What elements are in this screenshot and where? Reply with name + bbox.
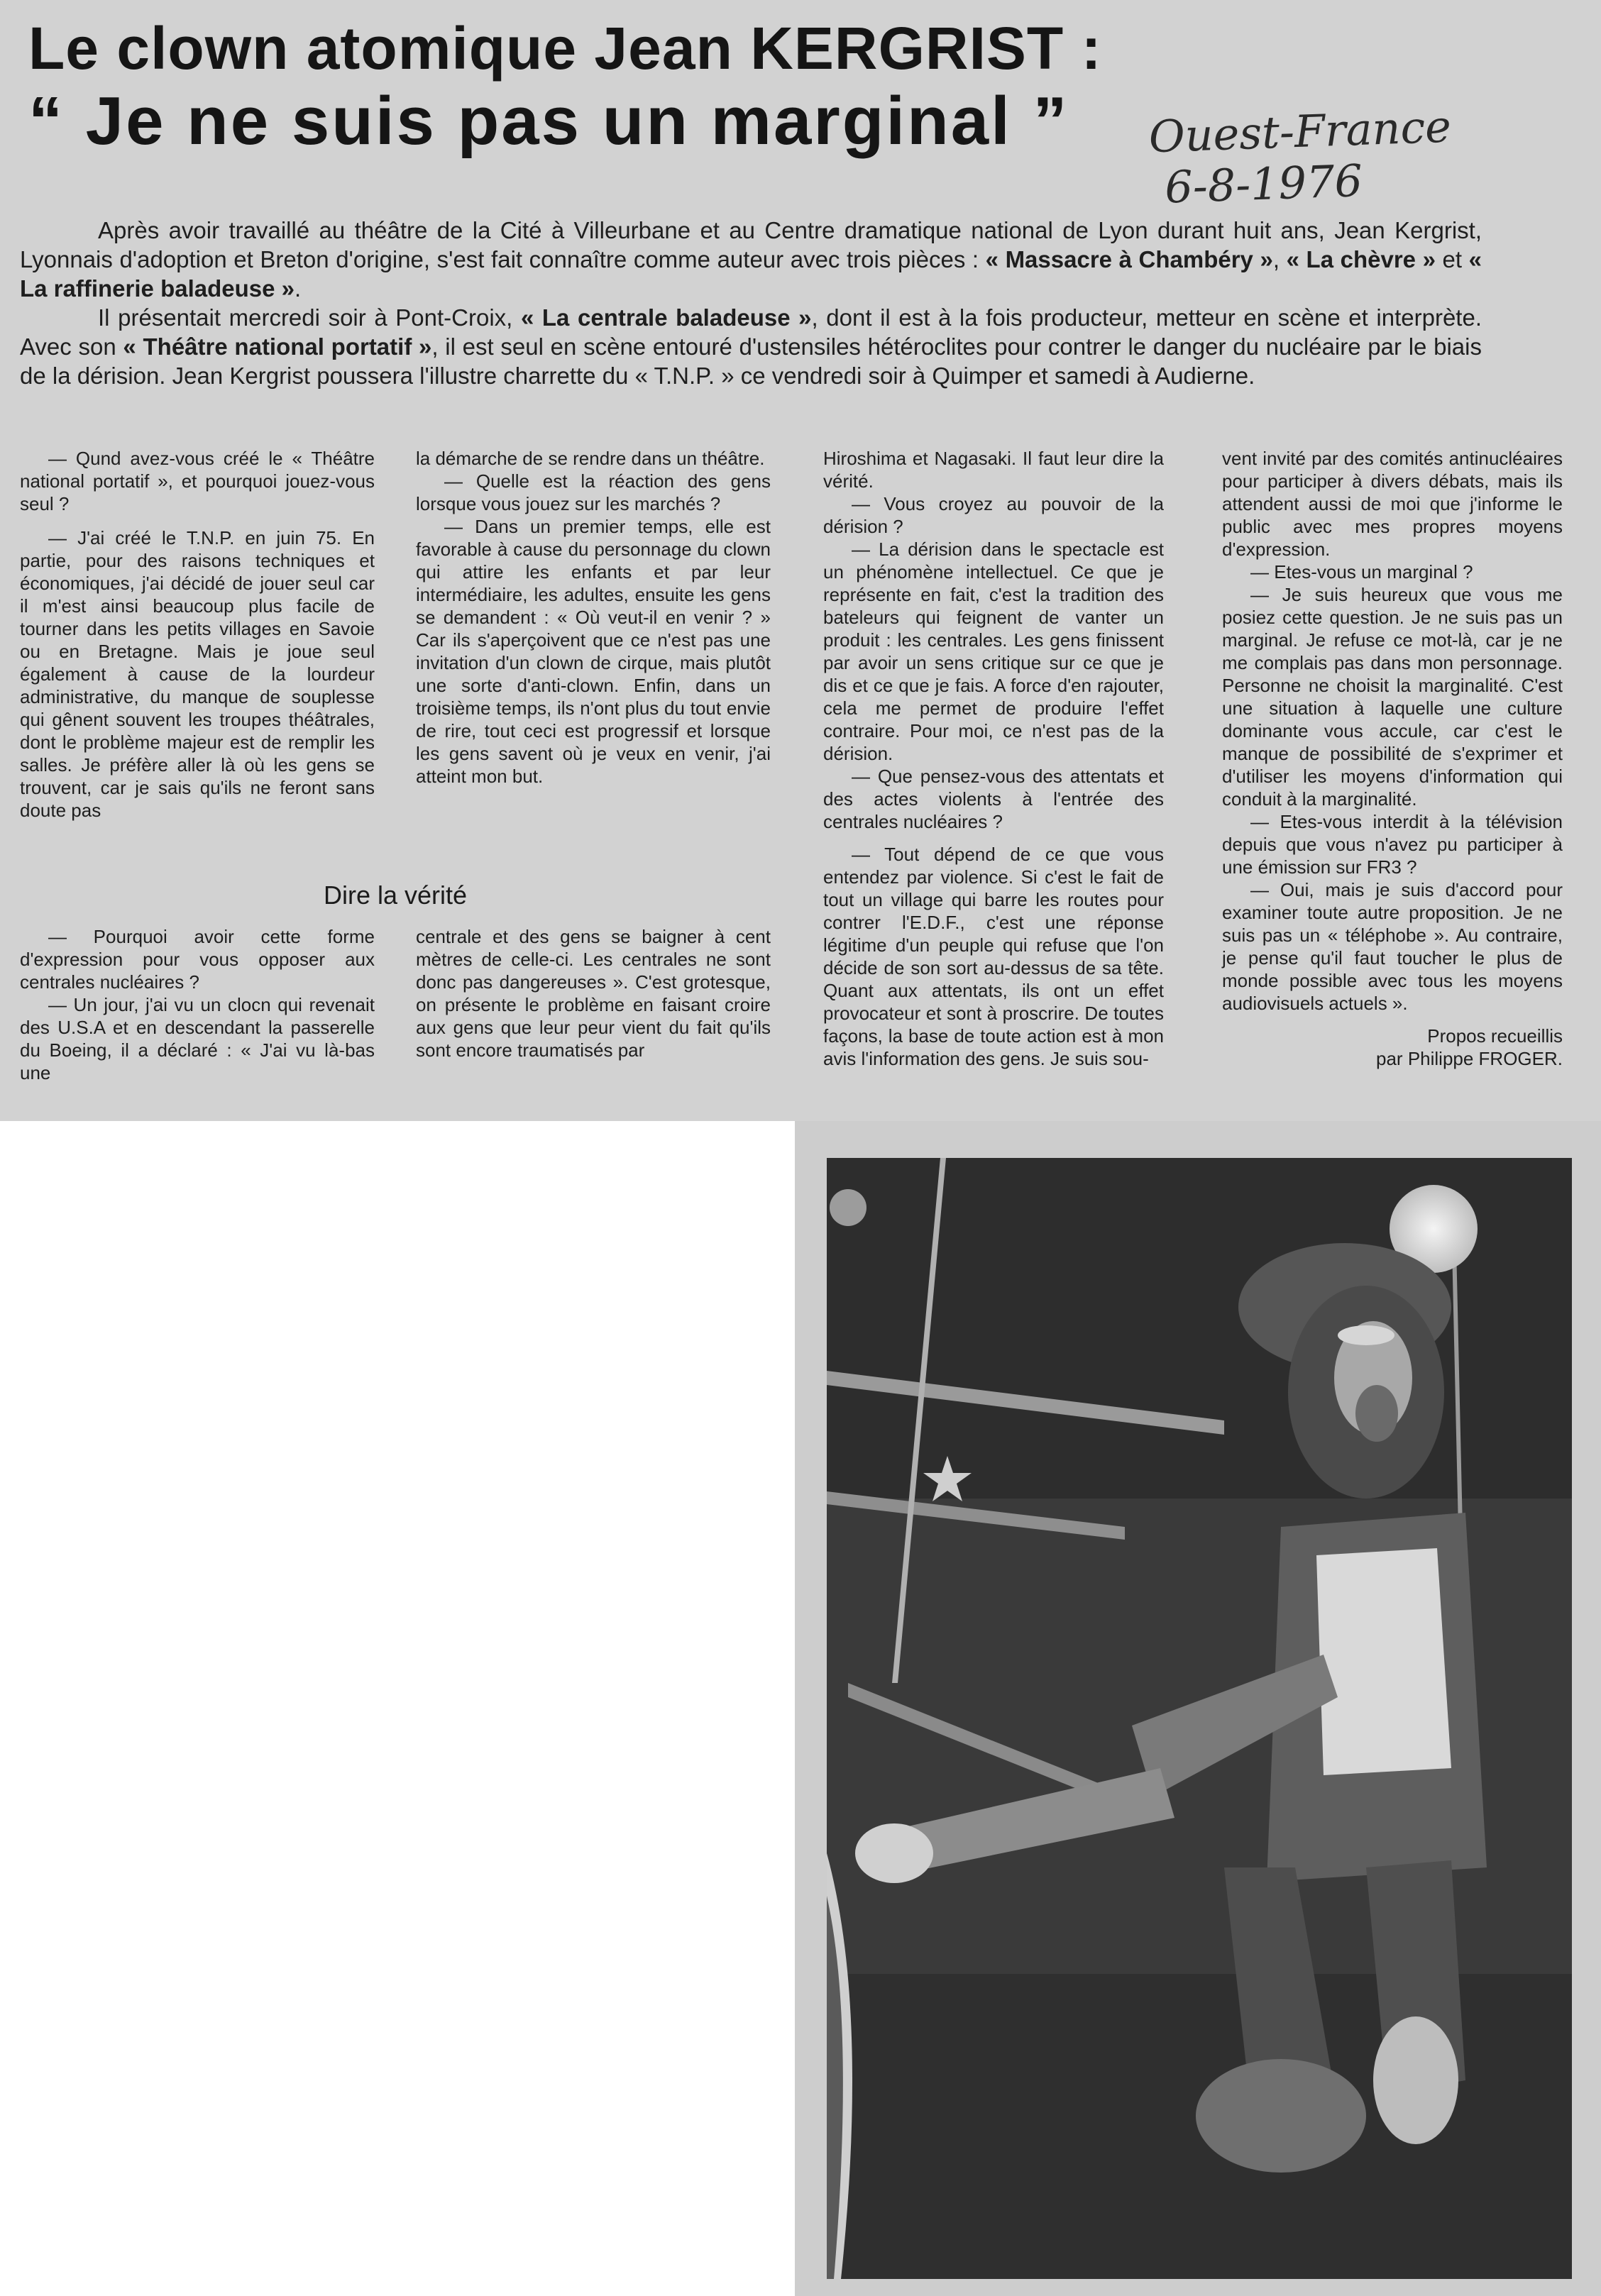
answer: — Oui, mais je suis d'accord pour examiner toute autre proposition. Je ne suis pas un « téléphobe ». Au contraire, je pense qu'il faut toucher le plus de monde possible avec tous les moyens audiovisuels actuels ». <box>1222 879 1563 1014</box>
play-title: « La raffinerie baladeuse » <box>20 246 1482 302</box>
article-column-4 <box>1222 447 1563 1070</box>
headline <box>28 14 1135 160</box>
lead-paragraph <box>20 216 1482 390</box>
lead-text: , dont il est à la fois producteur, metteur en scène et interprète. Avec son <box>20 304 1482 360</box>
theatre-title: « Théâtre national portatif » <box>123 333 432 360</box>
lead-text: , <box>1272 246 1287 272</box>
question: — Que pensez-vous des attentats et des actes violents à l'entrée des centrales nucléaires ? <box>823 766 1164 832</box>
answer: — Dans un premier temps, elle est favorable à cause du personnage du clown qui attire les enfants et par leur intermédiaire, les adultes, ensuite les gens se demandent : « Où veut-il en venir ? » Car ils s'aperçoivent que ce n'est pas une invitation d'un clown de cirque, mais plutôt une sorte d'anti-clown. Enfin, dans un troisième temps, ils n'ont plus du tout envie de rire, tout ceci est progressif et lorsque les gens savent où je veux en venir, j'ai atteint mon but. <box>416 516 771 787</box>
handwritten-note <box>1148 101 1450 214</box>
clown-photograph <box>827 1158 1572 2279</box>
lead-text: Après avoir travaillé au théâtre de la Cité à Villeurbane et au Centre dramatique national de Lyon durant huit ans, Jean Kergrist, Lyonnais d'adoption et Breton d'origine, s'est fait connaître comme auteur avec trois pièces : <box>20 217 1482 272</box>
lead-text: . <box>295 275 302 302</box>
lead-text: , il est seul en scène entouré d'ustensiles hétéroclites pour contrer le danger du nucléaire par le biais de la dérision. Jean Kergrist poussera l'illustre charrette du « T.N.P. » ce vendredi soir à Quimper et samedi à Audierne. <box>20 333 1482 389</box>
question: — Etes-vous un marginal ? <box>1250 561 1473 583</box>
article-column-2b <box>416 925 771 1061</box>
headline-line-2: “ Je ne suis pas un marginal ” <box>28 83 1069 159</box>
clown-photograph-image <box>827 1158 1572 2279</box>
byline-line-1: Propos recueillis <box>1427 1025 1563 1047</box>
question: — Etes-vous interdit à la télévision depuis que vous n'avez pu participer à une émission sur FR3 ? <box>1222 811 1563 878</box>
subhead-block <box>20 880 771 921</box>
answer: — Je suis heureux que vous me posiez cette question. Je ne suis pas un marginal. Je refuse ce mot-là, car je ne me complais pas dans mon personnage. Personne ne choisit la marginalité. C'est une situation à laquelle une culture dominante vous accule, car c'est le manque de possibilité de s'exprimer et d'utiliser les moyens d'information qui conduit à la marginalité. <box>1222 584 1563 810</box>
lead-paragraph-2 <box>20 303 1482 390</box>
byline-author: par Philippe FROGER. <box>1376 1048 1563 1069</box>
lead-text: et <box>1435 246 1469 272</box>
play-title: « Massacre à Chambéry » <box>985 246 1273 272</box>
answer: — Tout dépend de ce que vous entendez par violence. Si c'est le fait de tout un village qui barre les routes pour contrer l'E.D.F., c'est une réponse légitime d'un peuple qui refuse que l'on décide de son sort au-dessus de sa tête. Quant aux attentats, ils ont un effet provocateur et sont à proscrire. De toutes façons, la base de toute action est à mon avis l'information des gens. Je suis sou- <box>823 844 1164 1069</box>
answer: — Un jour, j'ai vu un clocn qui revenait des U.S.A et en descendant la passerelle du Boeing, il a déclaré : « J'ai vu là-bas une <box>20 994 375 1083</box>
byline <box>1222 1025 1563 1070</box>
handwritten-date: 6-8-1976 <box>1164 154 1364 214</box>
subhead: Dire la vérité <box>323 881 468 910</box>
lead-text: Il présentait mercredi soir à Pont-Croix, <box>98 304 521 331</box>
play-title: « La chèvre » <box>1286 246 1436 272</box>
question: — Quelle est la réaction des gens lorsque vous jouez sur les marchés ? <box>416 470 771 514</box>
answer: — J'ai créé le T.N.P. en juin 75. En partie, pour des raisons techniques et économiques, j'ai décidé de jouer seul car il m'est ainsi beaucoup plus facile de tourner dans les petits villages en Savoie ou en Bretagne. Mais je joue seul également à cause de la lourdeur administrative, du manque de souplesse qui gênent souvent les troupes théâtrales, dont le problème majeur est de remplir les salles. Je préfère aller là où les gens se trouvent, car je sais qu'ils ne feront sans doute pas <box>20 527 375 821</box>
article-column-3 <box>823 447 1164 1070</box>
article-column-1b <box>20 925 375 1084</box>
headline-line-1: Le clown atomique Jean KERGRIST : <box>28 15 1102 82</box>
answer: — La dérision dans le spectacle est un phénomène intellectuel. Ce que je représente en fait, c'est la tradition des bateleurs qui feignent de vanter un produit : les centrales. Les gens finissent par avoir un sens critique sur ce que je dis et ce que je fais. A force d'en rajouter, cela me permet de produire l'effet contraire. Pour moi, ce n'est pas de la dérision. <box>823 539 1164 764</box>
answer-continued: Hiroshima et Nagasaki. Il faut leur dire la vérité. <box>823 448 1164 492</box>
question: — Pourquoi avoir cette forme d'expression pour vous opposer aux centrales nucléaires ? <box>20 926 375 993</box>
handwritten-publication: Ouest-France <box>1148 100 1452 163</box>
play-title: « La centrale baladeuse » <box>520 304 812 331</box>
answer-continued: vent invité par des comités antinucléaires pour participer à divers débats, mais ils attendent aussi de moi que j'informe le public avec mes propres moyens d'expression. <box>1222 448 1563 560</box>
answer-continued: centrale et des gens se baigner à cent mètres de celle-ci. Les centrales ne sont donc pas dangereuses ». C'est grotesque, on présente le problème en faisant croire aux gens que leur peur vient du fait qu'ils sont encore traumatisés par <box>416 926 771 1061</box>
lead-paragraph-1 <box>20 216 1482 303</box>
question: — Qund avez-vous créé le « Théâtre national portatif », et pourquoi jouez-vous seul ? <box>20 448 375 514</box>
question: — Vous croyez au pouvoir de la dérision ? <box>823 493 1164 537</box>
article-column-2 <box>416 447 771 788</box>
article-column-1 <box>20 447 375 822</box>
answer-continued: la démarche de se rendre dans un théâtre. <box>416 448 765 469</box>
